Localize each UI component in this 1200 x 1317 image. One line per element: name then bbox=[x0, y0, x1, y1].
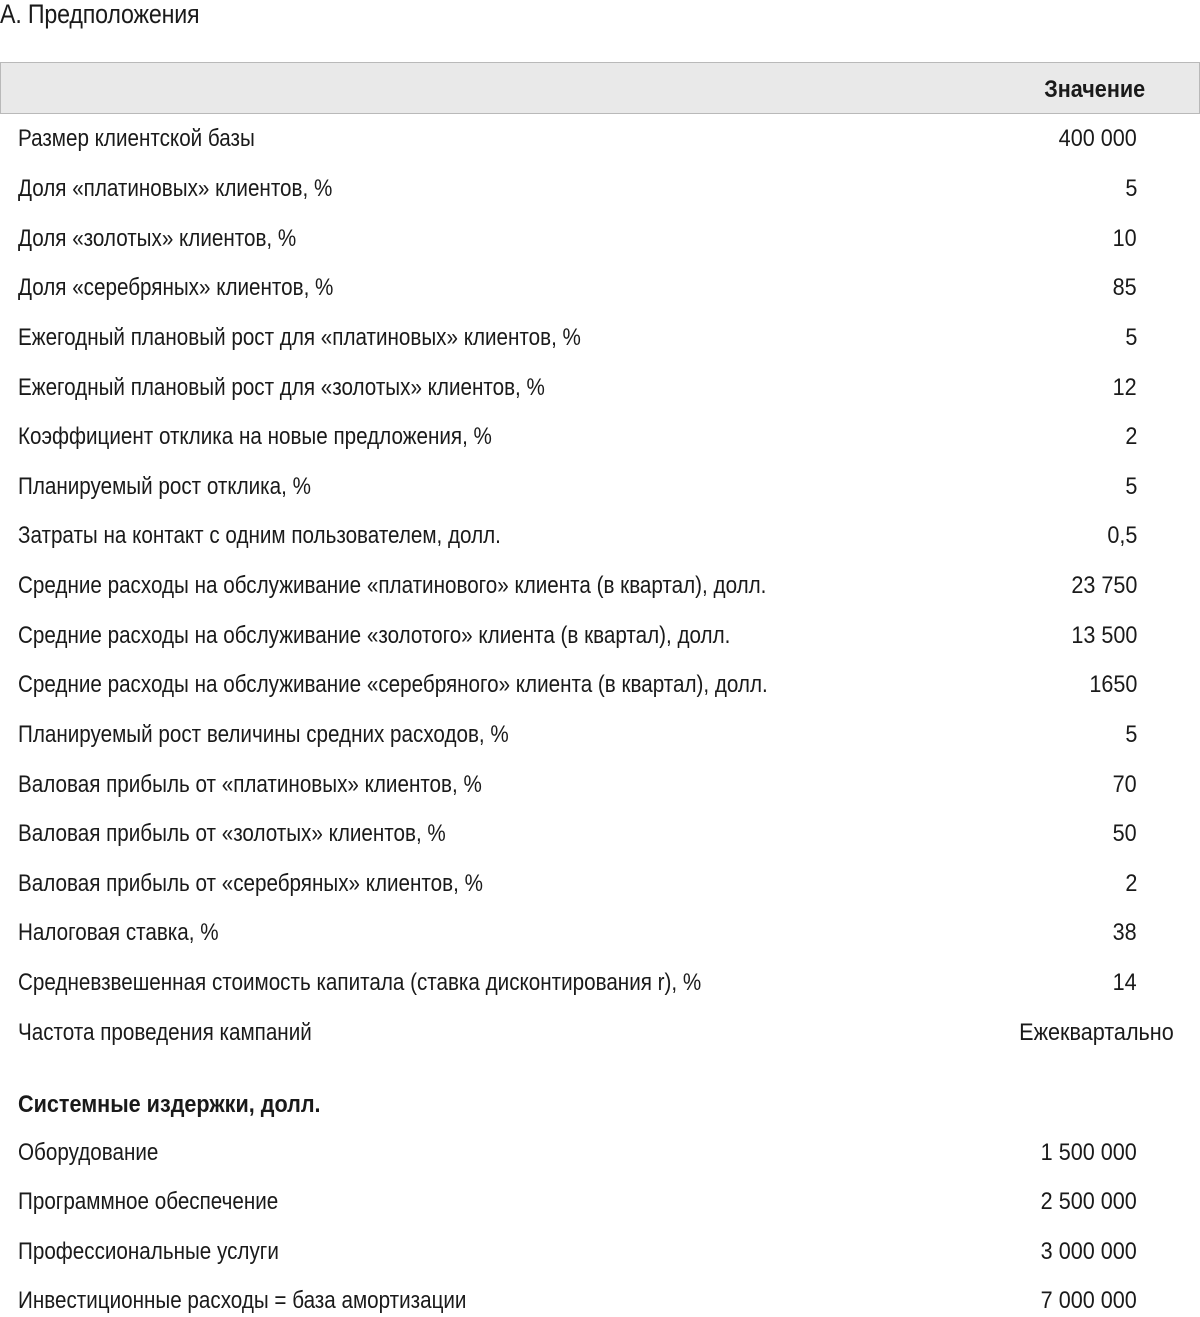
table-row bbox=[0, 621, 1200, 651]
table-row bbox=[0, 571, 1200, 601]
row-value: 400 000 bbox=[1058, 125, 1137, 152]
row-value: 2 500 000 bbox=[1040, 1188, 1137, 1215]
table-row bbox=[0, 1138, 1200, 1168]
row-value: Ежеквартально bbox=[1019, 1019, 1174, 1046]
table-row bbox=[0, 1187, 1200, 1217]
table-row bbox=[0, 521, 1200, 551]
row-value: 85 bbox=[1112, 274, 1137, 301]
row-value: 14 bbox=[1112, 969, 1137, 996]
row-label: Средние расходы на обслуживание «серебряного» клиента (в квартал), долл. bbox=[18, 671, 768, 698]
row-label: Средневзвешенная стоимость капитала (ставка дисконтирования r), % bbox=[18, 969, 702, 996]
row-value: 5 bbox=[1124, 721, 1137, 748]
row-label: Валовая прибыль от «серебряных» клиентов, % bbox=[18, 870, 483, 897]
table-row bbox=[0, 869, 1200, 899]
table-row bbox=[0, 1018, 1200, 1048]
table-row bbox=[0, 770, 1200, 800]
row-label: Доля «золотых» клиентов, % bbox=[18, 225, 297, 252]
row-value: 1650 bbox=[1088, 671, 1137, 698]
row-value: 13 500 bbox=[1070, 622, 1137, 649]
row-label: Ежегодный плановый рост для «платиновых» клиентов, % bbox=[18, 324, 581, 351]
table-row bbox=[0, 422, 1200, 452]
row-value: 0,5 bbox=[1106, 522, 1137, 549]
table-row bbox=[0, 819, 1200, 849]
table-row bbox=[0, 1286, 1200, 1316]
row-label: Планируемый рост отклика, % bbox=[18, 473, 311, 500]
row-label: Налоговая ставка, % bbox=[18, 919, 219, 946]
row-label: Ежегодный плановый рост для «золотых» клиентов, % bbox=[18, 374, 545, 401]
row-label: Размер клиентской базы bbox=[18, 125, 255, 152]
table-row bbox=[0, 670, 1200, 700]
row-label: Валовая прибыль от «платиновых» клиентов, % bbox=[18, 771, 482, 798]
row-label: Инвестиционные расходы = база амортизации bbox=[18, 1287, 467, 1314]
row-value: 5 bbox=[1124, 324, 1137, 351]
row-label: Затраты на контакт с одним пользователем, долл. bbox=[18, 522, 501, 549]
row-label: Доля «платиновых» клиентов, % bbox=[18, 175, 333, 202]
table-row bbox=[0, 472, 1200, 502]
table-row bbox=[0, 720, 1200, 750]
row-label: Оборудование bbox=[18, 1139, 159, 1166]
row-value: 3 000 000 bbox=[1040, 1238, 1137, 1265]
system-costs-heading: Системные издержки, долл. bbox=[18, 1091, 321, 1118]
row-label: Средние расходы на обслуживание «золотого» клиента (в квартал), долл. bbox=[18, 622, 731, 649]
row-label: Доля «серебряных» клиентов, % bbox=[18, 274, 334, 301]
table-row bbox=[0, 373, 1200, 403]
value-column-header: Значение bbox=[1044, 76, 1145, 103]
row-value: 5 bbox=[1124, 175, 1137, 202]
row-value: 38 bbox=[1112, 919, 1137, 946]
row-label: Валовая прибыль от «золотых» клиентов, % bbox=[18, 820, 446, 847]
row-value: 2 bbox=[1124, 870, 1137, 897]
row-value: 12 bbox=[1112, 374, 1137, 401]
row-value: 10 bbox=[1112, 225, 1137, 252]
table-row bbox=[0, 273, 1200, 303]
row-label: Коэффициент отклика на новые предложения, % bbox=[18, 423, 492, 450]
table-row bbox=[0, 918, 1200, 948]
table-row bbox=[0, 968, 1200, 998]
row-value: 7 000 000 bbox=[1040, 1287, 1137, 1314]
table-row bbox=[0, 174, 1200, 204]
table-row bbox=[0, 124, 1200, 154]
table-row bbox=[0, 1237, 1200, 1267]
row-value: 23 750 bbox=[1070, 572, 1137, 599]
row-value: 2 bbox=[1124, 423, 1137, 450]
row-value: 50 bbox=[1112, 820, 1137, 847]
table-row bbox=[0, 224, 1200, 254]
table-row bbox=[0, 323, 1200, 353]
row-value: 1 500 000 bbox=[1040, 1139, 1137, 1166]
row-value: 70 bbox=[1112, 771, 1137, 798]
row-label: Профессиональные услуги bbox=[18, 1238, 279, 1265]
row-label: Планируемый рост величины средних расходов, % bbox=[18, 721, 509, 748]
row-value: 5 bbox=[1124, 473, 1137, 500]
section-title: А. Предположения bbox=[0, 0, 200, 29]
table-header bbox=[0, 62, 1200, 114]
row-label: Программное обеспечение bbox=[18, 1188, 279, 1215]
row-label: Частота проведения кампаний bbox=[18, 1019, 312, 1046]
row-label: Средние расходы на обслуживание «платинового» клиента (в квартал), долл. bbox=[18, 572, 767, 599]
